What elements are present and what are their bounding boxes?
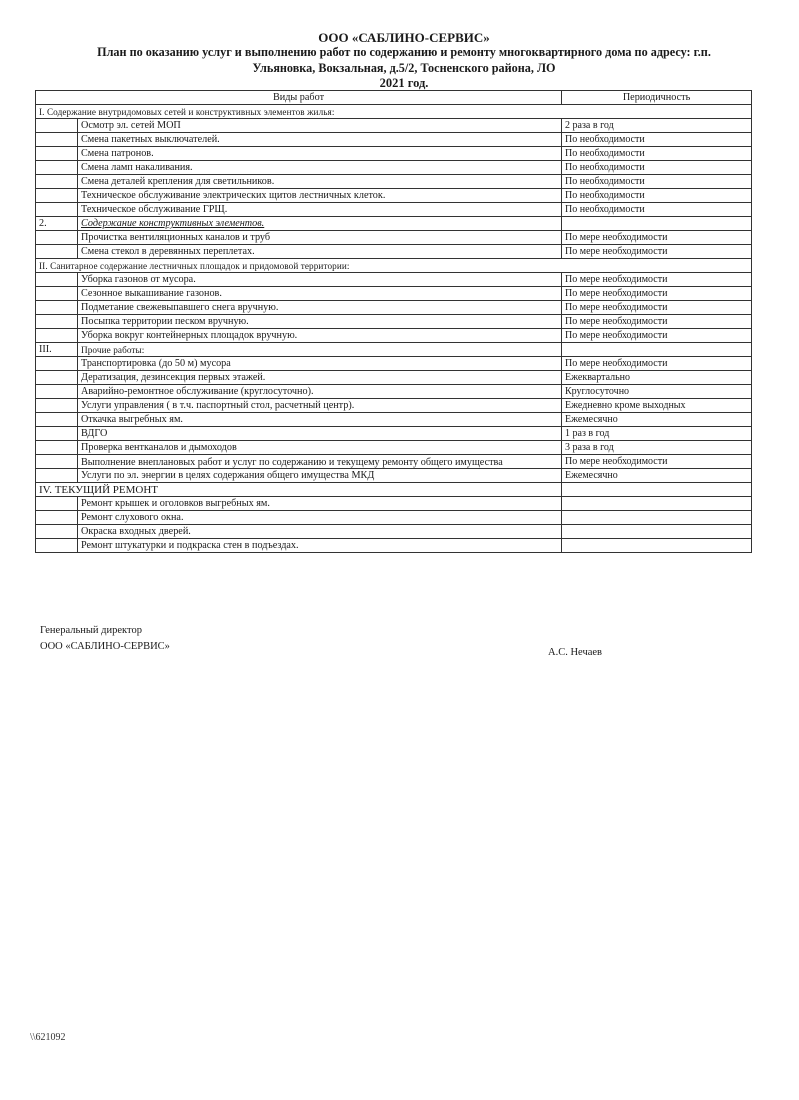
work-cell: Ремонт штукатурки и подкраска стен в подъездах.	[78, 539, 562, 553]
table-row	[36, 287, 752, 301]
table-row	[36, 385, 752, 399]
table-row	[36, 217, 752, 231]
table-row	[36, 483, 752, 497]
period-cell: По мере необходимости	[562, 315, 752, 329]
table-row	[36, 315, 752, 329]
period-cell: 1 раз в год	[562, 427, 752, 441]
work-cell: Смена пакетных выключателей.	[78, 133, 562, 147]
table-row	[36, 539, 752, 553]
period-cell: По мере необходимости	[562, 329, 752, 343]
period-cell: По мере необходимости	[562, 357, 752, 371]
table-row	[36, 147, 752, 161]
table-row	[36, 441, 752, 455]
table-row	[36, 399, 752, 413]
work-cell: Услуги управления ( в т.ч. паспортный стол, расчетный центр).	[78, 399, 562, 413]
row-number	[36, 175, 78, 189]
signer-org: ООО «САБЛИНО-СЕРВИС»	[40, 641, 170, 652]
period-cell	[562, 483, 752, 497]
period-cell: По мере необходимости	[562, 287, 752, 301]
table-row	[36, 525, 752, 539]
row-number: 2.	[36, 217, 78, 231]
section-heading: Прочие работы:	[78, 343, 562, 357]
period-cell	[562, 511, 752, 525]
work-cell: Техническое обслуживание электрических щитов лестничных клеток.	[78, 189, 562, 203]
table-row	[36, 231, 752, 245]
table-row	[36, 427, 752, 441]
period-cell: По мере необходимости	[562, 231, 752, 245]
period-cell: Ежемесячно	[562, 469, 752, 483]
row-number	[36, 497, 78, 511]
period-cell: Ежедневно кроме выходных	[562, 399, 752, 413]
row-number	[36, 441, 78, 455]
period-cell: По необходимости	[562, 203, 752, 217]
table-row	[36, 343, 752, 357]
row-number: III.	[36, 343, 78, 357]
period-cell: По необходимости	[562, 133, 752, 147]
period-cell: По мере необходимости	[562, 455, 752, 469]
row-number	[36, 413, 78, 427]
row-number	[36, 399, 78, 413]
period-cell: Ежемесячно	[562, 413, 752, 427]
work-cell: Окраска входных дверей.	[78, 525, 562, 539]
row-number	[36, 245, 78, 259]
row-number	[36, 525, 78, 539]
row-number	[36, 231, 78, 245]
work-cell: Откачка выгребных ям.	[78, 413, 562, 427]
row-number	[36, 147, 78, 161]
signature-block	[40, 623, 170, 655]
signer-name: А.С. Нечаев	[548, 647, 603, 658]
document-code: \\621092	[30, 1032, 66, 1043]
period-cell: 3 раза в год	[562, 441, 752, 455]
section-heading: II. Санитарное содержание лестничных площадок и придомовой территории:	[36, 259, 752, 273]
work-cell: Выполнение внеплановых работ и услуг по содержанию и текущему ремонту общего имущества	[78, 455, 562, 469]
period-cell: По необходимости	[562, 189, 752, 203]
work-cell: Посыпка территории песком вручную.	[78, 315, 562, 329]
row-number	[36, 189, 78, 203]
work-cell: Смена ламп накаливания.	[78, 161, 562, 175]
table-row	[36, 371, 752, 385]
period-cell	[562, 525, 752, 539]
row-number	[36, 315, 78, 329]
work-cell: Подметание свежевыпавшего снега вручную.	[78, 301, 562, 315]
table-row	[36, 203, 752, 217]
work-cell: Сезонное выкашивание газонов.	[78, 287, 562, 301]
table-header-row	[36, 91, 752, 105]
row-number	[36, 539, 78, 553]
row-number	[36, 273, 78, 287]
table-row	[36, 357, 752, 371]
work-cell: Проверка вентканалов и дымоходов	[78, 441, 562, 455]
row-number	[36, 511, 78, 525]
plan-title-line-1: План по оказанию услуг и выполнению работ по содержанию и ремонту многоквартирного дома по адресу: г.п.	[97, 45, 711, 59]
plan-title-line-2: Ульяновка, Вокзальная, д.5/2, Тосненского района, ЛО	[252, 60, 556, 75]
row-number	[36, 455, 78, 469]
work-cell: Смена стекол в деревянных переплетах.	[78, 245, 562, 259]
table-row	[36, 175, 752, 189]
row-number	[36, 301, 78, 315]
work-cell: Транспортировка (до 50 м) мусора	[78, 357, 562, 371]
work-cell: Ремонт крышек и оголовков выгребных ям.	[78, 497, 562, 511]
section-heading: IV. ТЕКУЩИЙ РЕМОНТ	[36, 483, 562, 497]
section-heading: I. Содержание внутридомовых сетей и конструктивных элементов жилья:	[36, 105, 752, 119]
table-row	[36, 413, 752, 427]
table-row	[36, 105, 752, 119]
table-row	[36, 511, 752, 525]
period-cell: По необходимости	[562, 161, 752, 175]
row-number	[36, 133, 78, 147]
period-cell: Ежеквартально	[562, 371, 752, 385]
row-number	[36, 119, 78, 133]
period-cell	[562, 497, 752, 511]
row-number	[36, 287, 78, 301]
document-header	[34, 30, 774, 91]
row-number	[36, 427, 78, 441]
work-cell: Смена патронов.	[78, 147, 562, 161]
work-cell: Осмотр эл. сетей МОП	[78, 119, 562, 133]
row-number	[36, 329, 78, 343]
period-cell	[562, 539, 752, 553]
subsection-heading: Содержание конструктивных элементов.	[78, 217, 562, 231]
row-number	[36, 385, 78, 399]
table-row	[36, 189, 752, 203]
period-cell	[562, 343, 752, 357]
table-row	[36, 133, 752, 147]
work-cell: Техническое обслуживание ГРЩ.	[78, 203, 562, 217]
table-row	[36, 497, 752, 511]
work-cell: Уборка вокруг контейнерных площадок вручную.	[78, 329, 562, 343]
work-cell: Услуги по эл. энергии в целях содержания общего имущества МКД	[78, 469, 562, 483]
table-row	[36, 161, 752, 175]
table-row	[36, 273, 752, 287]
org-title: ООО «САБЛИНО-СЕРВИС»	[318, 30, 490, 45]
period-cell: По мере необходимости	[562, 273, 752, 287]
period-cell: 2 раза в год	[562, 119, 752, 133]
work-cell: Ремонт слухового окна.	[78, 511, 562, 525]
column-header-works: Виды работ	[36, 91, 562, 105]
table-row	[36, 329, 752, 343]
period-cell: По необходимости	[562, 175, 752, 189]
period-cell	[562, 217, 752, 231]
work-cell: ВДГО	[78, 427, 562, 441]
row-number	[36, 357, 78, 371]
table-row	[36, 301, 752, 315]
signer-position: Генеральный директор	[40, 625, 142, 636]
table-row	[36, 245, 752, 259]
table-row	[36, 119, 752, 133]
work-cell: Прочистка вентиляционных каналов и труб	[78, 231, 562, 245]
work-cell: Дератизация, дезинсекция первых этажей.	[78, 371, 562, 385]
column-header-period: Периодичность	[562, 91, 752, 105]
work-cell: Аварийно-ремонтное обслуживание (круглосуточно).	[78, 385, 562, 399]
table-row	[36, 455, 752, 469]
plan-year: 2021 год.	[379, 76, 429, 90]
work-cell: Смена деталей крепления для светильников.	[78, 175, 562, 189]
row-number	[36, 203, 78, 217]
works-table	[35, 90, 752, 553]
period-cell: По необходимости	[562, 147, 752, 161]
period-cell: По мере необходимости	[562, 301, 752, 315]
table-row	[36, 469, 752, 483]
row-number	[36, 469, 78, 483]
work-cell: Уборка газонов от мусора.	[78, 273, 562, 287]
table-row	[36, 259, 752, 273]
table-body	[36, 105, 752, 553]
period-cell: Круглосуточно	[562, 385, 752, 399]
row-number	[36, 161, 78, 175]
row-number	[36, 371, 78, 385]
period-cell: По мере необходимости	[562, 245, 752, 259]
